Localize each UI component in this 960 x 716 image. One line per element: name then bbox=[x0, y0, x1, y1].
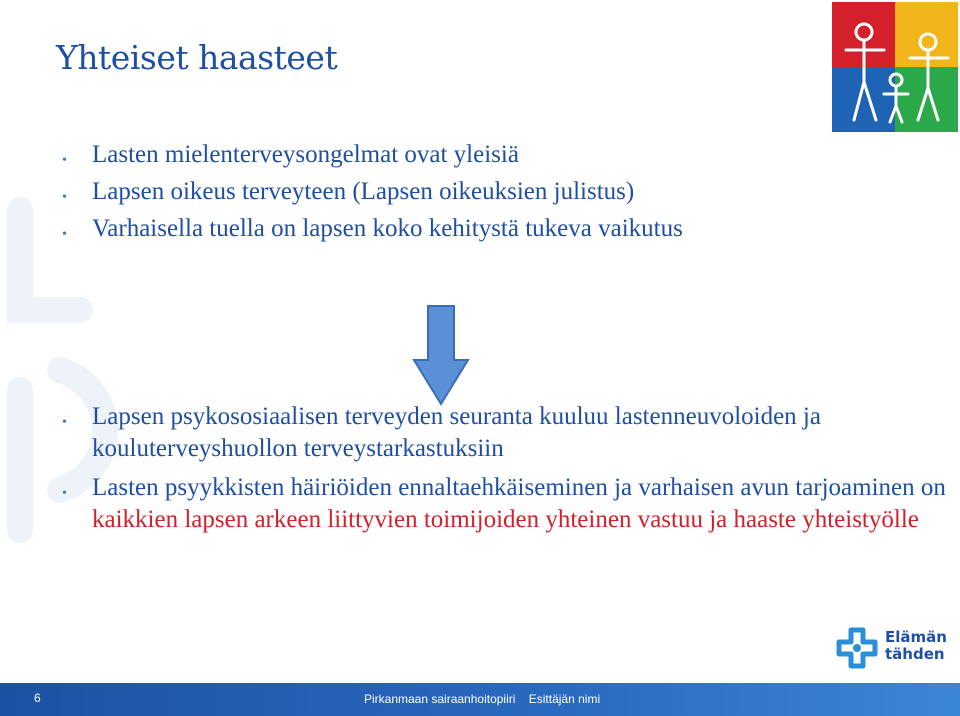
bullet-dot: • bbox=[62, 190, 67, 205]
bullet-item bbox=[62, 138, 683, 171]
footer-text: Pirkanmaan sairaanhoitopiiri Esittäjän nimi bbox=[364, 692, 601, 706]
bullet-dot: • bbox=[62, 153, 67, 168]
brand-text bbox=[885, 629, 947, 663]
children-drawing-logo bbox=[832, 2, 958, 132]
bullet-text: Varhaisella tuella on lapsen koko kehitystä tukeva vaikutus bbox=[92, 215, 683, 242]
brand-line-2: tähden bbox=[885, 645, 945, 663]
cross-logo-icon bbox=[833, 624, 881, 672]
bullet-item bbox=[62, 175, 683, 208]
bullet-dot: • bbox=[62, 227, 67, 242]
footer-bar bbox=[0, 683, 960, 716]
bullet-dot: • bbox=[62, 486, 67, 501]
bullet-list-top bbox=[62, 138, 683, 249]
bullet-item bbox=[62, 212, 683, 245]
slide-title: Yhteiset haasteet bbox=[56, 38, 338, 77]
down-arrow-icon bbox=[412, 304, 470, 406]
bullet-text: Lasten psyykkisten häiriöiden ennaltaehkäiseminen ja varhaisen avun tarjoaminen on bbox=[92, 474, 946, 501]
highlighted-text: kaikkien lapsen arkeen liittyvien toimijoiden yhteinen vastuu ja haaste yhteistyölle bbox=[92, 506, 919, 533]
brand-logo bbox=[833, 624, 951, 672]
bullet-text: Lapsen oikeus terveyteen (Lapsen oikeuksien julistus) bbox=[92, 178, 635, 205]
brand-line-1: Elämän bbox=[885, 628, 947, 646]
bullet-item bbox=[62, 401, 960, 465]
page-number: 6 bbox=[34, 691, 41, 705]
bullet-item bbox=[62, 472, 960, 536]
bullet-text: Lasten mielenterveysongelmat ovat yleisiä bbox=[92, 141, 519, 168]
bullet-list-bottom bbox=[62, 401, 960, 543]
bullet-dot: • bbox=[62, 415, 67, 430]
bullet-text: Lapsen psykososiaalisen terveyden seuranta kuuluu lastenneuvoloiden ja kouluterveyshuollon terveystarkastuksiin bbox=[92, 403, 821, 462]
